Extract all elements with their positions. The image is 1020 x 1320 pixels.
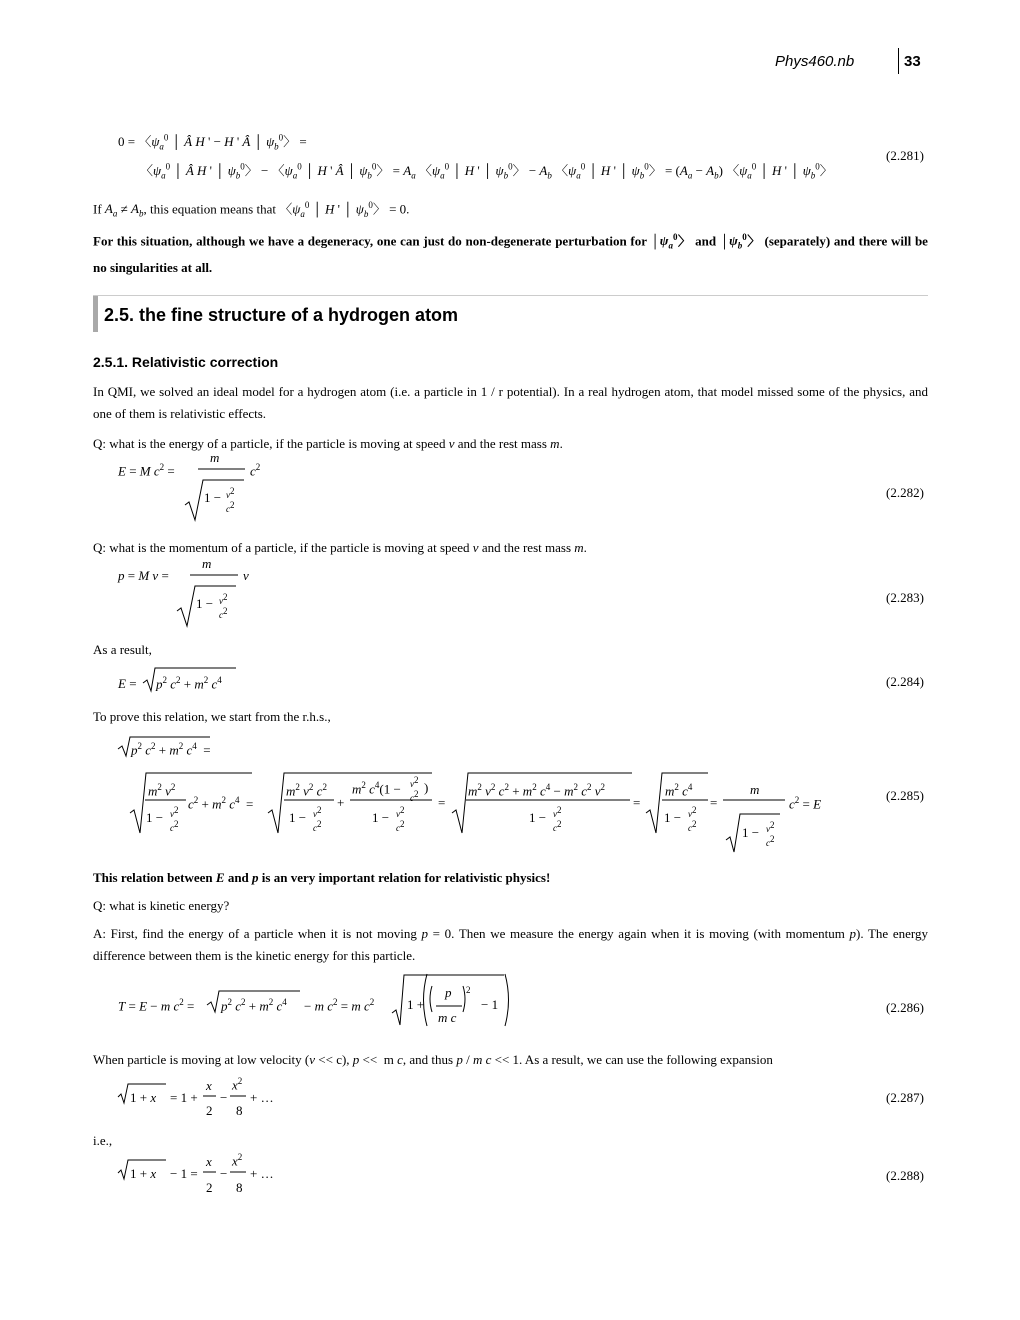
eq285-term3-frac: $v^2$ $c^2$ — [553, 805, 562, 833]
equation-2-281-line-2: 〈$\psi_a^0$ │ Â H ' │ $\psi_b^0$〉 − 〈$\psi_a^0$ │ H ' Â │ $\psi_b^0$〉 = $A_a$ 〈$\psi_a^0$ │ H ' │ $\psi_b^0$〉 − $A_b$ 〈$\psi_a^0$ │ H ' │ $\psi_b^0$〉 = $(A_a - A_b)$ 〈$\psi_a^0$ │ H ' │ $\psi_b^0$〉 — [140, 161, 833, 181]
equation-number-2-284: (2.284) — [886, 674, 924, 689]
section-title: 2.5. the fine structure of a hydrogen atom — [104, 305, 459, 325]
eq287-x2: $x^2$ — [232, 1076, 243, 1093]
eq285-term3-den: 1 − — [529, 810, 547, 825]
eq285-term2-den-a: 1 − — [289, 810, 307, 825]
equation-number-2-282: (2.282) — [886, 485, 924, 500]
eq285-term3-num: $m^2$ $v^2$ $c^2 + m^2$ $c^4 - m^2$ $c^2$ $v^2$ — [468, 782, 606, 799]
section-rule — [93, 295, 928, 296]
eq285-eq4: = — [710, 795, 718, 810]
eq283-v2-over-c2: $v^2$ $c^2$ — [219, 592, 228, 620]
eq285-term2-num-b: $m^2$ $c^4(1$ − — [352, 780, 401, 797]
eq288-x2: $x^2$ — [232, 1152, 243, 1169]
question-momentum: Q: what is the momentum of a particle, if the particle is moving at speed v and the rest mass m. — [93, 540, 587, 555]
eq288-x: x — [206, 1154, 212, 1169]
eq285-plus: + — [337, 795, 345, 810]
notebook-title: Phys460.nb — [775, 53, 855, 70]
eq283-v: v — [243, 568, 249, 583]
eq287-minus: − — [220, 1090, 228, 1105]
eq287-8: 8 — [236, 1103, 243, 1118]
subsection-title: 2.5.1. Relativistic correction — [93, 354, 279, 370]
eq285-term2-num-a: $m^2$ $v^2$ $c^2$ — [286, 782, 327, 799]
eq283-numerator: m — [202, 556, 212, 571]
eq286-radicand: $p^2$ $c^2 + m^2$ $c^4$ — [221, 997, 287, 1014]
eq286-square: 2 — [466, 985, 471, 995]
eq282-denominator: 1 − — [204, 490, 222, 505]
eq283-denominator: 1 − — [196, 596, 214, 611]
eq285-term1-den: 1 − — [146, 810, 164, 825]
eq287-2: 2 — [206, 1103, 213, 1118]
equation-number-2-288: (2.288) — [886, 1168, 924, 1183]
eq285-term2-frac-c: $v^2$ $c^2$ — [396, 805, 405, 833]
eq286-p: p — [445, 985, 452, 1000]
eq287-ellipsis: + … — [250, 1090, 274, 1105]
eq288-ellipsis: + … — [250, 1166, 274, 1181]
eq286-lhs: T = E − m $c^2$ = — [118, 997, 195, 1014]
eq288-rhs: − 1 = — [170, 1166, 198, 1181]
eq286-middle: − m $c^2 = m$ $c^2$ — [304, 997, 375, 1014]
as-a-result: As a result, — [93, 642, 152, 657]
eq288-8: 8 — [236, 1180, 243, 1195]
eq285-term5-den: 1 − — [742, 825, 760, 840]
qmi-paragraph: In QMI, we solved an ideal model for a hydrogen atom (i.e. a particle in 1 / r potential). In a real hydrogen atom, that model missed some of the physics, and one of them is relativistic effects. — [93, 384, 928, 421]
eq285-term2-frac-a: $v^2$ $c^2$ — [313, 805, 322, 833]
eq285-paren: ) — [424, 780, 429, 795]
degeneracy-paragraph: For this situation, although we have a degeneracy, one can just do non-degenerate perturbation for $│\psi_a^0$〉 and $│\psi_b^0$〉 (separately) and there will be no singularities at all. — [93, 232, 928, 275]
eq285-term4-num: $m^2$ $c^4$ — [665, 782, 693, 799]
ie-label: i.e., — [93, 1133, 113, 1148]
header-divider — [898, 48, 899, 74]
eq285-first-line: $p^2$ $c^2 + m^2$ $c^4$ = — [131, 741, 211, 758]
eq286-one-plus: 1 + — [407, 997, 425, 1012]
eq285-term2-den-b: 1 − — [372, 810, 390, 825]
eq282-v2-over-c2: $v^2$ $c^2$ — [226, 486, 235, 514]
eq285-term1-rest: $c^2 + m^2$ $c^4$ = — [188, 795, 254, 812]
low-velocity-line: When particle is moving at low velocity (v << c), p << m c, and thus p / m c << 1. As a result, we can use the following expansion — [93, 1052, 773, 1067]
eq286-minus-one: − 1 — [481, 997, 499, 1012]
equation-number-2-281: (2.281) — [886, 148, 924, 163]
equation-2-281-line-1: 0 = 〈$\psi_a^0$ │ Â H ' − H ' Â │ $\psi_b^0$〉 = — [118, 132, 307, 152]
eq286-mc: m c — [438, 1010, 457, 1025]
eq285-term1-num: $m^2$ $v^2$ — [148, 782, 176, 799]
eq285-result: $c^2 = E$ — [789, 795, 822, 812]
eq285-term1-frac: $v^2$ $c^2$ — [170, 805, 179, 833]
equation-number-2-287: (2.287) — [886, 1090, 924, 1105]
eq285-term5-num: m — [750, 782, 760, 797]
to-prove-line: To prove this relation, we start from the r.h.s., — [93, 709, 331, 724]
eq285-eq2: = — [438, 795, 446, 810]
if-condition-line: If $A_a \ne A_b$, this equation means that 〈$\psi_a^0$ │ H ' │ $\psi_b^0$〉 = 0. — [93, 200, 410, 219]
equation-2-282-lhs: E = M $c^2$ = — [118, 462, 175, 479]
eq282-c2: $c^2$ — [250, 462, 261, 479]
question-energy: Q: what is the energy of a particle, if the particle is moving at speed v and the rest mass m. — [93, 436, 563, 451]
equation-2-284: E = — [118, 676, 137, 691]
eq284-radicand: $p^2$ $c^2 + m^2$ $c^4$ — [156, 675, 222, 692]
eq287-radicand: 1 + x — [130, 1090, 157, 1105]
eq288-radicand: 1 + x — [130, 1166, 157, 1181]
eq285-term4-frac: $v^2$ $c^2$ — [688, 805, 697, 833]
eq288-minus: − — [220, 1166, 228, 1181]
eq285-term4-den: 1 − — [664, 810, 682, 825]
eq285-term5-frac: $v^2$ $c^2$ — [766, 820, 775, 848]
eq288-2: 2 — [206, 1180, 213, 1195]
eq287-x: x — [206, 1078, 212, 1093]
equation-number-2-285: (2.285) — [886, 788, 924, 803]
equation-number-2-286: (2.286) — [886, 1000, 924, 1015]
eq285-term2-frac-b: $v^2$ $c^2$ — [410, 775, 419, 803]
eq282-numerator: m — [210, 450, 220, 465]
eq287-rhs: = 1 + — [170, 1090, 198, 1105]
equation-2-283-lhs: p = M v = — [118, 568, 169, 583]
relation-important: This relation between E and p is an very important relation for relativistic physics! — [93, 870, 551, 885]
eq285-eq3: = — [633, 795, 641, 810]
question-kinetic: Q: what is kinetic energy? — [93, 898, 230, 913]
answer-kinetic: A: First, find the energy of a particle when it is not moving p = 0. Then we measure the energy again when it is moving (with momentum p). The energy difference between them is the kinetic energy for this particle. — [93, 926, 928, 963]
equation-number-2-283: (2.283) — [886, 590, 924, 605]
section-marker — [93, 296, 98, 332]
page-number: 33 — [904, 53, 921, 70]
